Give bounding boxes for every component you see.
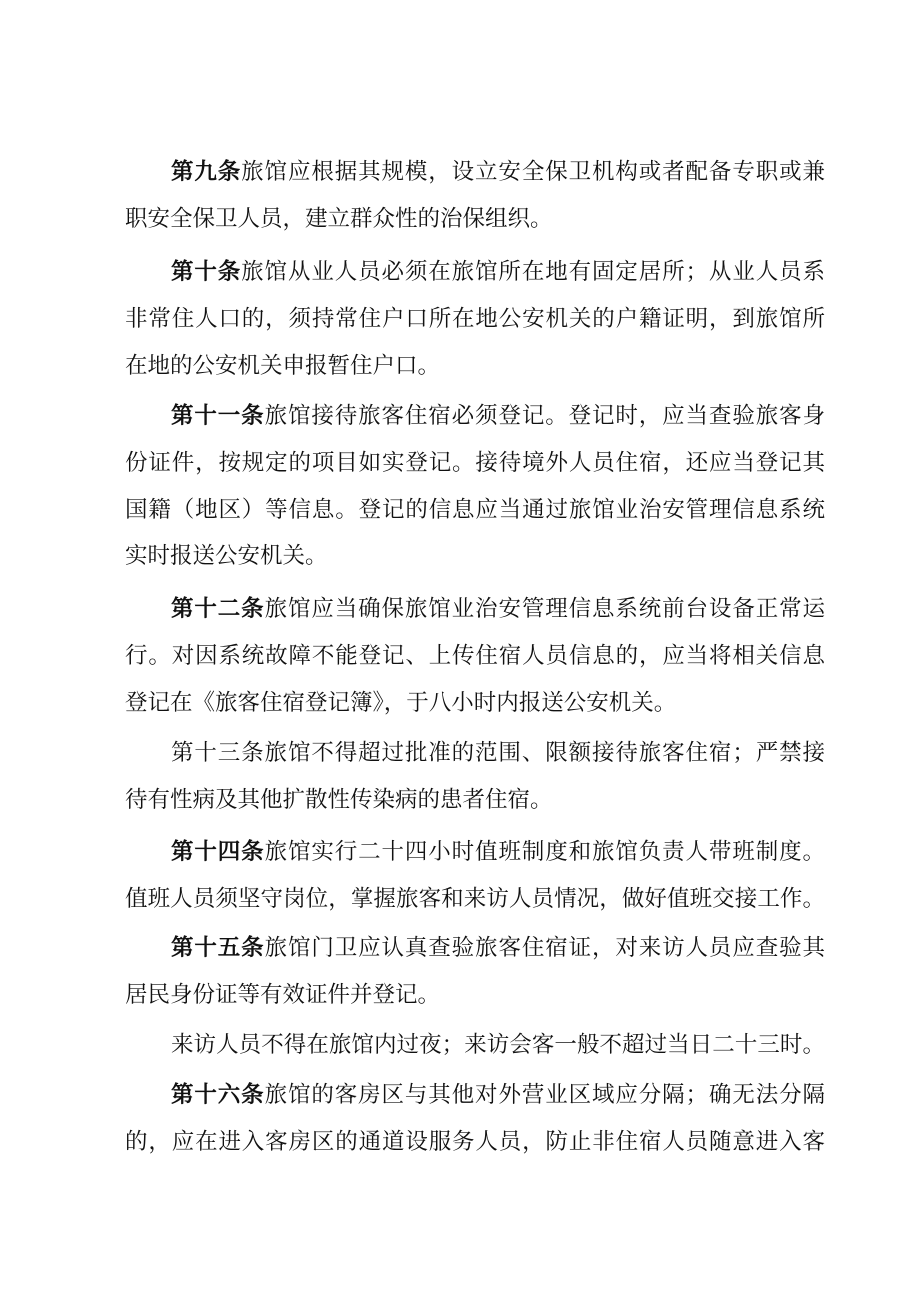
text-line [125, 495, 825, 525]
line-text: 旅馆接待旅客住宿必须登记。登记时，应当查验旅客身 [264, 403, 825, 429]
text-line [125, 541, 825, 571]
text-line [171, 738, 825, 768]
article-number: 第十二条 [171, 596, 265, 622]
line-text: 来访人员不得在旅馆内过夜；来访会客一般不超过当日二十三时。 [171, 1032, 825, 1058]
text-line [125, 304, 825, 334]
line-text: 旅馆实行二十四小时值班制度和旅馆负责人带班制度。 [264, 839, 825, 865]
text-line [125, 641, 825, 671]
text-line [171, 933, 825, 963]
text-line [171, 401, 825, 431]
line-text: 旅馆应当确保旅馆业治安管理信息系统前台设备正常运 [264, 596, 825, 622]
line-text: 登记在《旅客住宿登记簿》，于八小时内报送公安机关。 [125, 690, 677, 716]
text-line [125, 1127, 825, 1157]
line-text: 第十三条旅馆不得超过批准的范围、限额接待旅客住宿；严禁接 [171, 740, 825, 766]
text-line [171, 1030, 825, 1060]
line-text: 实时报送公安机关。 [125, 543, 328, 569]
text-line [171, 257, 825, 287]
line-text: 在地的公安机关申报暂住户口。 [125, 353, 441, 379]
article-number: 第十四条 [171, 839, 265, 865]
article-number: 第十条 [171, 259, 242, 285]
text-line [125, 785, 825, 815]
line-text: 非常住人口的，须持常住户口所在地公安机关的户籍证明，到旅馆所 [125, 306, 825, 332]
text-line [125, 448, 825, 478]
text-line [125, 204, 825, 234]
text-line [171, 837, 825, 867]
article-number: 第十六条 [171, 1082, 265, 1108]
text-line [125, 688, 825, 718]
article-number: 第九条 [171, 159, 242, 185]
line-text: 职安全保卫人员，建立群众性的治保组织。 [125, 206, 553, 232]
line-text: 旅馆门卫应认真查验旅客住宿证，对来访人员应查验其 [264, 935, 825, 961]
text-line [125, 351, 825, 381]
line-text: 居民身份证等有效证件并登记。 [125, 982, 441, 1008]
line-text: 旅馆应根据其规模，设立安全保卫机构或者配备专职或兼 [241, 159, 825, 185]
line-text: 份证件，按规定的项目如实登记。接待境外人员住宿，还应当登记其 [125, 450, 825, 476]
line-text: 国籍（地区）等信息。登记的信息应当通过旅馆业治安管理信息系统 [125, 497, 825, 523]
article-number: 第十一条 [171, 403, 265, 429]
line-text: 值班人员须坚守岗位，掌握旅客和来访人员情况，做好值班交接工作。 [125, 886, 825, 912]
text-line [125, 980, 825, 1010]
line-text: 行。对因系统故障不能登记、上传住宿人员信息的，应当将相关信息 [125, 643, 825, 669]
line-text: 的，应在进入客房区的通道设服务人员，防止非住宿人员随意进入客 [125, 1129, 825, 1155]
text-line [125, 884, 825, 914]
text-line [171, 594, 825, 624]
article-number: 第十五条 [171, 935, 265, 961]
line-text: 待有性病及其他扩散性传染病的患者住宿。 [125, 787, 553, 813]
text-line [171, 1080, 825, 1110]
text-line [171, 157, 825, 187]
line-text: 旅馆的客房区与其他对外营业区域应分隔；确无法分隔 [264, 1082, 825, 1108]
line-text: 旅馆从业人员必须在旅馆所在地有固定居所；从业人员系 [241, 259, 825, 285]
